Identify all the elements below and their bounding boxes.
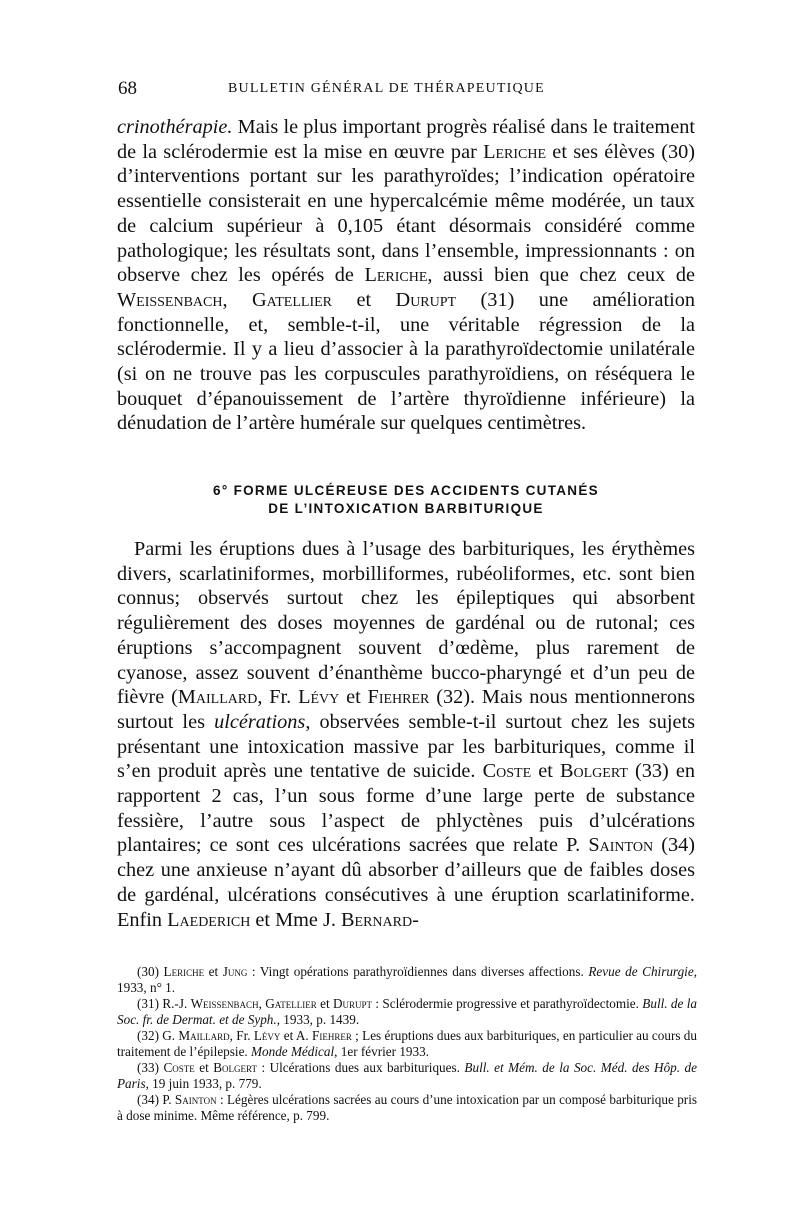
text-run: (32). Mais nous mentionnerons surtout les xyxy=(117,686,695,733)
paragraph-parathyroid-treatment xyxy=(117,115,695,436)
text-run: , Fr. xyxy=(229,1028,254,1043)
text-run: , 1933, n° 1. xyxy=(117,964,697,995)
text-run: et ses élèves (30) d’interventions portant sur les parathyroïdes; l’indication opératoire essentielle consisterait en une hypercalcémie même modérée, un taux de calcium supérieur à 0,105 étant désormais considéré comme pathologique; les résultats sont, dans l’ensemble, impressionnants : on observe chez les opérés de xyxy=(117,140,695,287)
author-name: Bolgert xyxy=(213,1060,257,1075)
footnote-34 xyxy=(117,1092,697,1124)
text-run: (31) une amélioration fonctionnelle, et, semble-t-il, une véritable régression de la sclérodermie. Il y a lieu d’associer à la parathyroïdectomie unilatérale (si on ne trouve pas les corpuscules parathyroïdiens, on réséquera le bouquet d’épanouissement de l’artère thyroïdienne inférieure) la dénudation de l’artère humérale sur quelques centimètres. xyxy=(117,288,696,435)
text-run: , aussi bien que chez ceux de xyxy=(427,264,695,287)
footnote-31 xyxy=(117,996,697,1028)
text-run: (30) xyxy=(137,964,164,979)
author-name: Lévy xyxy=(298,686,340,709)
author-name: Fiehrer xyxy=(367,686,430,709)
text-run: (33) en rapportent 2 cas, l’un sous forme d’une large perte de substance fessière, l’autre sous l’aspect de phlyctènes puis d’ulcérations plantaires; ce sont ces ulcérations sacrées que relate P. xyxy=(117,760,695,857)
author-name: Leriche xyxy=(364,264,428,287)
author-name: Weissenbach xyxy=(117,288,223,311)
page-number: 68 xyxy=(118,78,137,99)
journal-name: Monde Médical xyxy=(251,1044,335,1059)
text-run: , xyxy=(222,288,253,311)
journal-name: Revue de Chirurgie xyxy=(588,964,694,979)
author-name: Coste xyxy=(482,760,532,783)
author-name: Gatellier xyxy=(252,288,332,311)
author-name: Jung xyxy=(222,964,248,979)
text-run: : Sclérodermie progressive et parathyroïdectomie. xyxy=(372,996,643,1011)
text-run: et xyxy=(339,686,368,709)
paragraph-barbiturate-ulcerations xyxy=(117,537,695,932)
author-name: Lévy xyxy=(253,1028,281,1043)
text-run: - xyxy=(412,908,419,931)
author-name: Leriche xyxy=(483,140,547,163)
text-run: (34) P. xyxy=(137,1092,175,1107)
text-run: et xyxy=(204,964,223,979)
author-name: Fiehrer xyxy=(312,1028,352,1043)
journal-name: Bull. et Mém. de la Soc. Méd. des Hôp. de Paris xyxy=(117,1060,697,1091)
text-run: , xyxy=(258,996,266,1011)
section-heading xyxy=(117,482,695,518)
text-run: Mais le plus important progrès réalisé dans le traitement de la sclérodermie est la mise en œuvre par xyxy=(117,116,695,163)
text-run: (34) chez une anxieuse n’ayant dû absorber d’ailleurs que de faibles doses de gardénal, ulcérations consécutives à une éruption scarlatiniforme. Enfin xyxy=(117,834,695,931)
author-name: Coste xyxy=(163,1060,195,1075)
footnote-33 xyxy=(117,1060,697,1092)
author-name: Weissenbach xyxy=(190,996,259,1011)
section-heading-line-1: 6° FORME ULCÉREUSE DES ACCIDENTS CUTANÉS xyxy=(213,483,599,498)
italic-term: ulcérations xyxy=(214,710,306,733)
text-run: , observées semble-t-il surtout chez les sujets présentant une intoxication massive par les barbituriques, comme il s’en produit après une tentative de suicide. xyxy=(117,710,695,783)
text-run: , 1933, p. 1439. xyxy=(276,1012,360,1027)
footnote-32 xyxy=(117,1028,697,1060)
text-run: : Ulcérations dues aux barbituriques. xyxy=(257,1060,465,1075)
author-name: Leriche xyxy=(163,964,205,979)
author-name: Bolgert xyxy=(559,760,628,783)
author-name: Sainton xyxy=(588,834,654,857)
text-run: et xyxy=(316,996,333,1011)
text-run: et A. xyxy=(280,1028,312,1043)
author-name: Bernard xyxy=(341,908,413,931)
text-run: , 1er février 1933. xyxy=(334,1044,429,1059)
text-run: , Fr. xyxy=(257,686,299,709)
text-run: et Mme J. xyxy=(250,908,342,931)
text-run: , 19 juin 1933, p. 779. xyxy=(145,1076,262,1091)
text-run: : Vingt opérations parathyroïdiennes dans diverses affections. xyxy=(247,964,589,979)
text-run: (32) G. xyxy=(137,1028,179,1043)
author-name: Durupt xyxy=(395,288,457,311)
journal-name: Bull. de la Soc. fr. de Dermat. et de Syph. xyxy=(117,996,697,1027)
text-run: (31) R.-J. xyxy=(137,996,191,1011)
text-run: (33) xyxy=(137,1060,164,1075)
text-run: et xyxy=(531,760,560,783)
author-name: Sainton xyxy=(174,1092,217,1107)
text-run: Parmi les éruptions dues à l’usage des barbituriques, les érythèmes divers, scarlatiniformes, morbilliformes, rubéoliformes, etc. sont bien connus; observés surtout chez les épileptiques qui absorbent régulièrement des doses moyennes de gardénal ou de rutonal; ces éruptions s’accompagnent souvent d’œdème, plus rarement de cyanose, assez souvent d’énanthème bucco-pharyngé et d’un peu de fièvre ( xyxy=(117,538,695,709)
section-heading-line-2: DE L’INTOXICATION BARBITURIQUE xyxy=(268,501,544,516)
text-run: et xyxy=(194,1060,214,1075)
text-run: ; Les éruptions dues aux barbituriques, en particulier au cours du traitement de l’épilepsie. xyxy=(117,1028,697,1059)
page-header xyxy=(118,78,693,102)
footnotes xyxy=(117,964,697,1124)
footnote-30 xyxy=(117,964,697,996)
author-name: Laederich xyxy=(167,908,251,931)
italic-term: crinothérapie. xyxy=(117,116,233,138)
text-run: : Légères ulcérations sacrées au cours d’une intoxication par un composé barbiturique pris à dose minime. Même référence, p. 799. xyxy=(117,1092,697,1123)
author-name: Durupt xyxy=(333,996,373,1011)
author-name: Maillard xyxy=(178,1028,230,1043)
text-run: et xyxy=(332,288,396,311)
author-name: Gatellier xyxy=(265,996,317,1011)
author-name: Maillard xyxy=(177,686,258,709)
running-title: BULLETIN GÉNÉRAL DE THÉRAPEUTIQUE xyxy=(228,81,545,96)
